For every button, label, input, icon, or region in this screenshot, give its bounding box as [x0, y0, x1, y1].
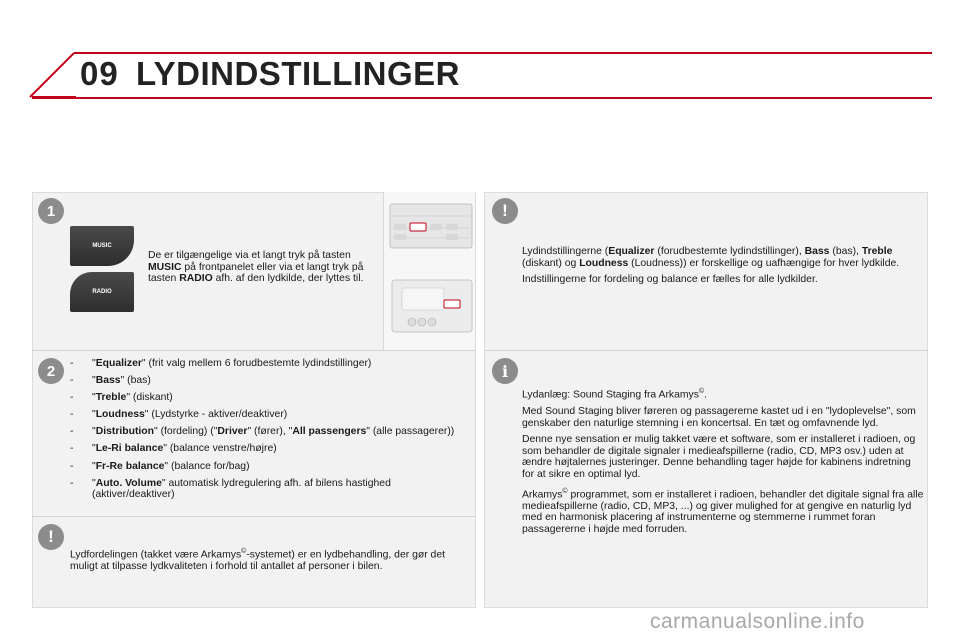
info-p4: Arkamys© programmet, som er installeret i radioen, behandler det digitale signal fra alle medieafspillerne (radio, CD, MP3, ...) og giver mulighed for at gengive en naturlig lyd med en harmonisk placering af instrumenterne og stemmerne i rummet foran passagererne i højde med forruden. [522, 487, 924, 535]
info-p2: Med Sound Staging bliver føreren og passagererne kastet ud i en "lydoplevelse", som genskaber den naturlige stemning i en koncertsal. En tæt og omfavnende lyd. [522, 406, 916, 429]
radio-button-image [70, 272, 134, 312]
music-button-image [70, 226, 134, 266]
settings-note [522, 246, 922, 291]
settings-note-p1: Lydindstillingerne (Equalizer (forudbestemte lydindstillinger), Bass (bas), Treble (diskant) og Loudness (Loudness)) er forskellige og uafhængige for hver lydkilde. [522, 246, 900, 269]
radio-button-label: RADIO [92, 289, 112, 295]
info-icon: i [492, 358, 518, 384]
warning-icon: ! [492, 198, 518, 224]
header-rule-bottom [32, 97, 932, 99]
chapter-title: LYDINDSTILLINGER [136, 55, 460, 92]
step-1-badge: 1 [38, 198, 64, 224]
info-p3: Denne nye sensation er mulig takket være et software, som er installeret i radioen, og som behandler de digitale signaler i medieafspillerne (radio, CD, MP3 osv.) uden at ændre højtalernes justeringer. Denne behandling tager højde for kabinens indretning for at sikre en optimal lyd. [522, 434, 916, 481]
header-rule-top [74, 52, 932, 54]
chapter-number: 09 [80, 55, 119, 92]
sound-staging-info [522, 386, 924, 540]
music-button-label: MUSIC [92, 243, 112, 249]
radio-front-panel-illustration [383, 192, 475, 350]
list-item: - "Le-Ri balance" (balance venstre/højre) [70, 443, 277, 455]
list-item: - "Loudness" (Lydstyrke - aktiver/deaktiver) [70, 409, 288, 421]
list-item: - "Fr-Re balance" (balance for/bag) [70, 460, 250, 472]
distribution-note: Lydfordelingen (takket være Arkamys©-systemet) er en lydbehandling, der gør det muligt at tilpasse lydkvaliteten i forhold til antallet af personer i bilen. [70, 548, 445, 573]
settings-note-p2: Indstillingerne for fordeling og balance er fælles for alle lydkilder. [522, 274, 818, 286]
list-item: - "Treble" (diskant) [70, 392, 173, 404]
settings-list [70, 358, 470, 506]
left-divider-1 [32, 350, 476, 351]
step-1-text: De er tilgængelige via et langt tryk på tasten MUSIC på frontpanelet eller via et langt tryk på tasten RADIO afh. af den lydkilde, der lyttes til. [148, 250, 364, 285]
list-item: - "Equalizer" (frit valg mellem 6 forudbestemte lydindstillinger) [70, 358, 372, 369]
right-divider [484, 350, 928, 351]
watermark: carmanualsonline.info [650, 610, 865, 633]
header-rule-diagonal [29, 52, 74, 97]
list-item: - "Distribution" (fordeling) ("Driver" (fører), "All passengers" (alle passagerer)) [70, 426, 455, 438]
step-2-badge: 2 [38, 358, 64, 384]
warning-icon: ! [38, 524, 64, 550]
list-item: - "Auto. Volume" automatisk lydregulering afh. af bilens hastighed (aktiver/deaktiver) [70, 477, 391, 501]
list-item: - "Bass" (bas) [70, 375, 151, 387]
left-divider-2 [32, 516, 476, 517]
info-p1: Lydanlæg: Sound Staging fra Arkamys©. [522, 388, 707, 401]
radio-panel-drawing [384, 192, 476, 350]
